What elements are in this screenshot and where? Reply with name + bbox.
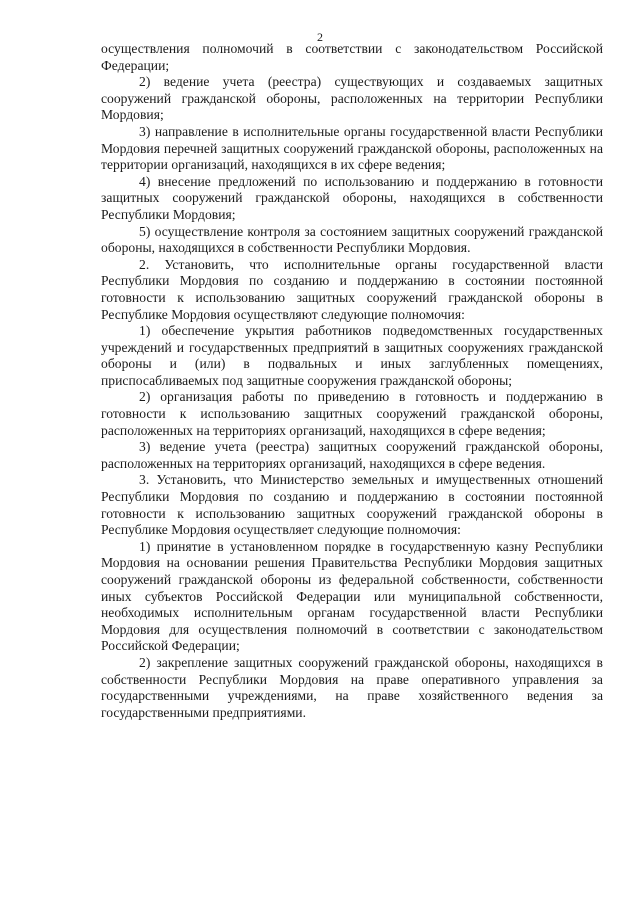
page-number: 2 [317,30,323,44]
paragraph-item-2-2: 2) организация работы по приведению в готовность и поддержанию в готовности к использованию защитных сооружений гражданской обороны, расположенных на территориях организаций, находящихся в сфере ведения; [101,389,603,438]
paragraph-item-1-3: 3) направление в исполнительные органы государственной власти Республики Мордовия перечней защитных сооружений гражданской обороны, расположенных на территории организаций, находящихся в их сфере ведения; [101,123,603,173]
paragraph-item-2-1: 1) обеспечение укрытия работников подведомственных государственных учреждений и государственных предприятий в защитных сооружениях гражданской обороны и (или) в подвальных и иных заглубленных помещениях, приспосабливаемых под защитные сооружения гражданской обороны; [101,323,603,388]
paragraph-section-2: 2. Установить, что исполнительные органы государственной власти Республики Мордовия по созданию и поддержанию в состоянии постоянной готовности к использованию защитных сооружений гражданской обороны в Республике Мордовия осуществляют следующие полномочия: [101,256,603,322]
paragraph-item-1-5: 5) осуществление контроля за состоянием защитных сооружений гражданской обороны, находящихся в собственности Республики Мордовия. [101,223,603,256]
paragraph-item-2-3: 3) ведение учета (реестра) защитных сооружений гражданской обороны, расположенных на территориях организаций, находящихся в сфере ведения. [101,439,603,471]
paragraph-continuation: осуществления полномочий в соответствии с законодательством Российской Федерации; [101,41,603,73]
paragraph-item-1-2: 2) ведение учета (реестра) существующих и создаваемых защитных сооружений гражданской обороны, расположенных на территории Республики Мордовия; [101,74,603,123]
paragraph-item-3-1: 1) принятие в установленном порядке в государственную казну Республики Мордовия на основании решения Правительства Республики Мордовия защитных сооружений гражданской обороны из федеральной собственности, собственности иных субъектов Российской Федерации или муниципальной собственности, необходимых исполнительным органам государственной власти Республики Мордовия для осуществления полномочий в соответствии с законодательством Российской Федерации; [101,538,603,654]
paragraph-item-3-2: 2) закрепление защитных сооружений гражданской обороны, находящихся в собственности Республики Мордовия на праве оперативного управления за государственными учреждениями, на праве хозяйственного ведения за государственными предприятиями. [101,654,603,720]
paragraph-section-3: 3. Установить, что Министерство земельных и имущественных отношений Республики Мордовия по созданию и поддержанию в состоянии постоянной готовности к использованию защитных сооружений гражданской обороны в Республике Мордовия осуществляет следующие полномочия: [101,472,603,538]
document-body [101,41,603,721]
paragraph-item-1-4: 4) внесение предложений по использованию и поддержанию в готовности защитных сооружений гражданской обороны, находящихся в собственности Республики Мордовия; [101,173,603,222]
